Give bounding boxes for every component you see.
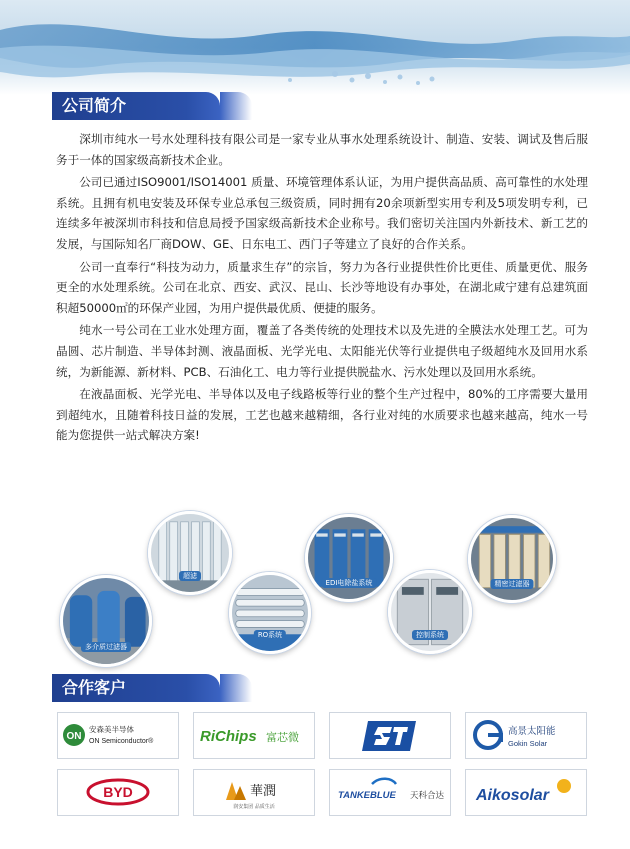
intro-paragraph-5: 在液晶面板、光学光电、半导体以及电子线路板等行业的整个生产过程中，80%的工序需要大量用到超纯水，且随着科技日益的发展，工艺也越来越精细，各行业对纯的水质要求也越来越高，纯水一号能为您提供一站式解决方案! bbox=[56, 387, 588, 443]
intro-paragraph-2: 公司已通过ISO9001/ISO14001 质量、环境管理体系认证，为用户提供高品质、高可靠性的水处理系统。且拥有机电安装及环保专业总承包三级资质，同时拥有20余项新型实用专利及5项发明专利，已连续多年被深圳市科技和信息局授予国家级高新技术企业称号。我们密切关注国内外新技术、新工艺的发展，与国际知名厂商DOW、GE、日东电工、西门子等建立了良好的合作关系。 bbox=[56, 175, 588, 251]
ro-photo bbox=[229, 572, 311, 654]
photo-caption: EDI电除盐系统 bbox=[322, 578, 377, 588]
filter-photo bbox=[468, 515, 556, 603]
tankeblue-cn: 天科合达 bbox=[410, 791, 445, 801]
aikosolar-logo bbox=[465, 769, 587, 816]
on-semi-cn: 安森美半导体 bbox=[89, 725, 134, 734]
equipment-photo-gallery bbox=[0, 505, 630, 675]
section-title-text: 合作客户 bbox=[62, 678, 127, 697]
intro-paragraph-1: 深圳市纯水一号水处理科技有限公司是一家专业从事水处理系统设计、制造、安装、调试及售后服务于一体的国家级高新技术企业。 bbox=[56, 132, 588, 167]
byd-text: BYD bbox=[103, 784, 133, 800]
richips-cn: 富芯微 bbox=[266, 731, 299, 744]
photo-caption: RO系统 bbox=[254, 630, 286, 640]
tankeblue-logo bbox=[329, 769, 451, 816]
richips-logo bbox=[193, 712, 315, 759]
photo-caption: 多介质过滤器 bbox=[81, 642, 131, 652]
photo-caption: 精密过滤器 bbox=[491, 579, 534, 589]
edi-photo bbox=[305, 514, 393, 602]
section-title-company-intro bbox=[52, 92, 220, 120]
intro-paragraph-4: 纯水一号公司在工业水处理方面，覆盖了各类传统的处理技术以及先进的全膜法水处理工艺。可为晶圆、芯片制造、半导体封测、液晶面板、光学光电、太阳能光伏等行业提供电子级超纯水及回用水系统，为新能源、新材料、PCB、石油化工、电力等行业提供脱盐水、污水处理以及回用水系统。 bbox=[56, 323, 588, 379]
huarun-sub: 润安集团 品质生活 bbox=[233, 804, 275, 810]
aikosolar-en: Aikosolar bbox=[476, 787, 549, 804]
photo-caption: 控制系统 bbox=[412, 630, 448, 640]
on-semi-logo bbox=[57, 712, 179, 759]
tank-photo bbox=[60, 575, 152, 667]
huarun-cn: 華潤 bbox=[250, 784, 277, 799]
gokin-solar-logo bbox=[465, 712, 587, 759]
gokin-cn: 高景太阳能 bbox=[508, 726, 556, 737]
tankeblue-en: TANKEBLUE bbox=[338, 790, 396, 801]
on-semi-mark: ON bbox=[66, 731, 82, 742]
richips-en: RiChips bbox=[200, 728, 257, 745]
st-logo bbox=[329, 712, 451, 759]
on-semi-en: ON Semiconductor® bbox=[89, 738, 154, 745]
section-title-text: 公司简介 bbox=[62, 96, 127, 115]
company-intro-text bbox=[56, 129, 588, 448]
section-title-partners bbox=[52, 674, 220, 702]
photo-caption: 超滤 bbox=[179, 571, 201, 581]
cabinet-photo bbox=[388, 570, 472, 654]
huarun-logo bbox=[193, 769, 315, 816]
byd-logo bbox=[57, 769, 179, 816]
gokin-en: Gokin Solar bbox=[508, 739, 548, 748]
water-splash-banner bbox=[0, 0, 630, 95]
membrane-photo bbox=[148, 511, 232, 595]
intro-paragraph-3: 公司一直奉行“科技为动力，质量求生存”的宗旨，努力为各行业提供性价比更佳、质量更优、服务更全的水处理系统。公司在北京、西安、武汉、昆山、长沙等地设有办事处，在湖北咸宁建有总建筑面积超50000㎡的环保产业园，为用户提供最优质、便捷的服务。 bbox=[56, 259, 588, 315]
